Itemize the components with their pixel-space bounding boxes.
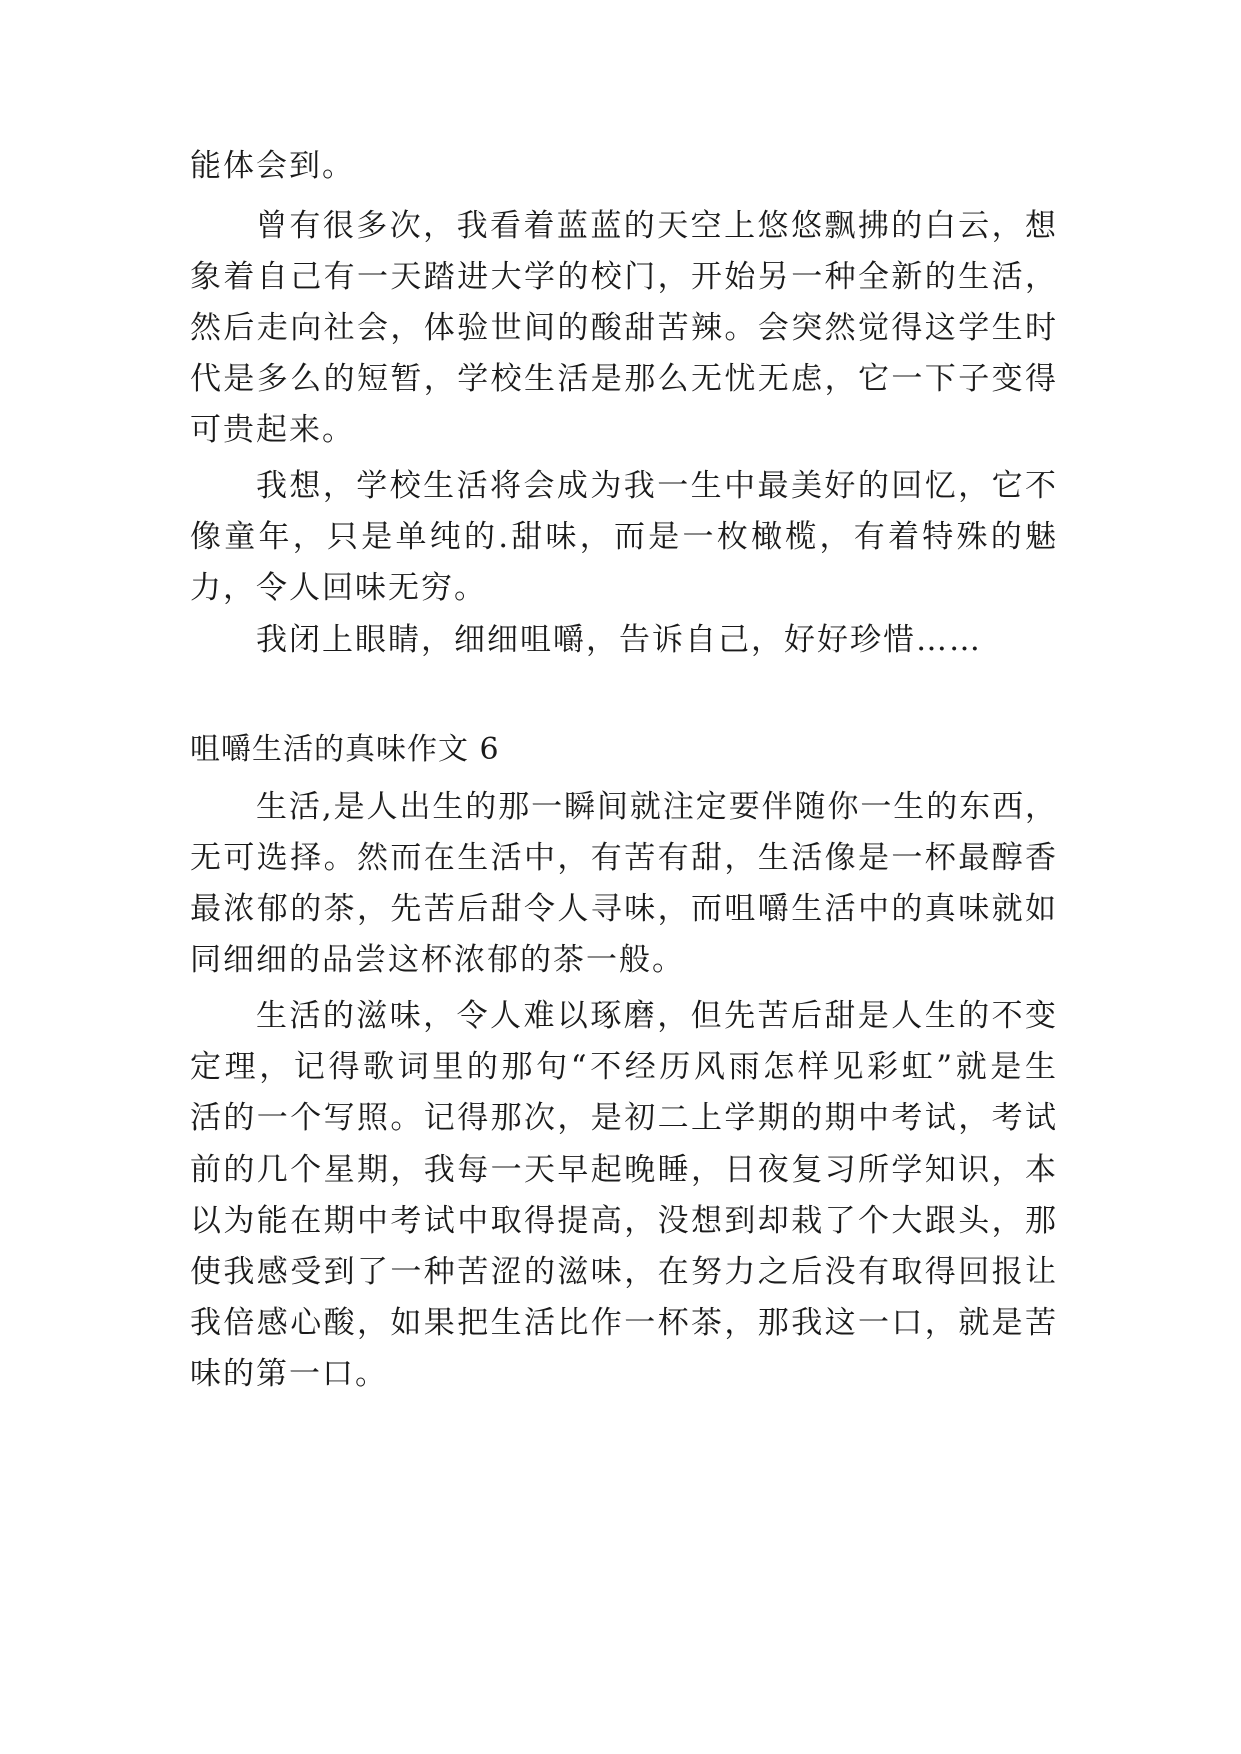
paragraph-line: 然后走向社会，体验世间的酸甜苦辣。会突然觉得这学生时 — [190, 310, 1056, 346]
paragraph-line: 曾有很多次，我看着蓝蓝的天空上悠悠飘拂的白云，想 — [256, 208, 1056, 244]
paragraph-line: 最浓郁的茶，先苦后甜令人寻味，而咀嚼生活中的真味就如 — [190, 891, 1056, 927]
paragraph-line: 以为能在期中考试中取得提高，没想到却栽了个大跟头，那 — [190, 1203, 1056, 1239]
paragraph-line: 象着自己有一天踏进大学的校门，开始另一种全新的生活， — [190, 259, 1056, 295]
paragraph-line: 定理，记得歌词里的那句“不经历风雨怎样见彩虹”就是生 — [190, 1049, 1056, 1085]
paragraph-line: 我闭上眼睛，细细咀嚼，告诉自己，好好珍惜…… — [256, 622, 982, 658]
section-heading: 咀嚼生活的真味作文 6 — [190, 732, 500, 767]
paragraph-line: 生活的滋味，令人难以琢磨，但先苦后甜是人生的不变 — [256, 998, 1056, 1034]
paragraph-line: 味的第一口。 — [190, 1356, 388, 1392]
paragraph-line: 力，令人回味无穷。 — [190, 570, 487, 606]
paragraph-line: 生活,是人出生的那一瞬间就注定要伴随你一生的东西， — [256, 789, 1056, 825]
paragraph-line: 可贵起来。 — [190, 412, 355, 448]
paragraph-line: 同细细的品尝这杯浓郁的茶一般。 — [190, 942, 685, 978]
paragraph-line: 我想，学校生活将会成为我一生中最美好的回忆，它不 — [256, 468, 1056, 504]
paragraph-line: 前的几个星期，我每一天早起晚睡，日夜复习所学知识，本 — [190, 1152, 1056, 1188]
paragraph-line: 代是多么的短暂，学校生活是那么无忧无虑，它一下子变得 — [190, 361, 1056, 397]
paragraph-line: 像童年，只是单纯的.甜味，而是一枚橄榄，有着特殊的魅 — [190, 519, 1056, 555]
paragraph-line: 我倍感心酸，如果把生活比作一杯茶，那我这一口，就是苦 — [190, 1305, 1056, 1341]
paragraph-line: 能体会到。 — [190, 148, 355, 184]
paragraph-line: 无可选择。然而在生活中，有苦有甜，生活像是一杯最醇香 — [190, 840, 1056, 876]
paragraph-line: 使我感受到了一种苦涩的滋味，在努力之后没有取得回报让 — [190, 1254, 1056, 1290]
paragraph-line: 活的一个写照。记得那次，是初二上学期的期中考试，考试 — [190, 1100, 1056, 1136]
